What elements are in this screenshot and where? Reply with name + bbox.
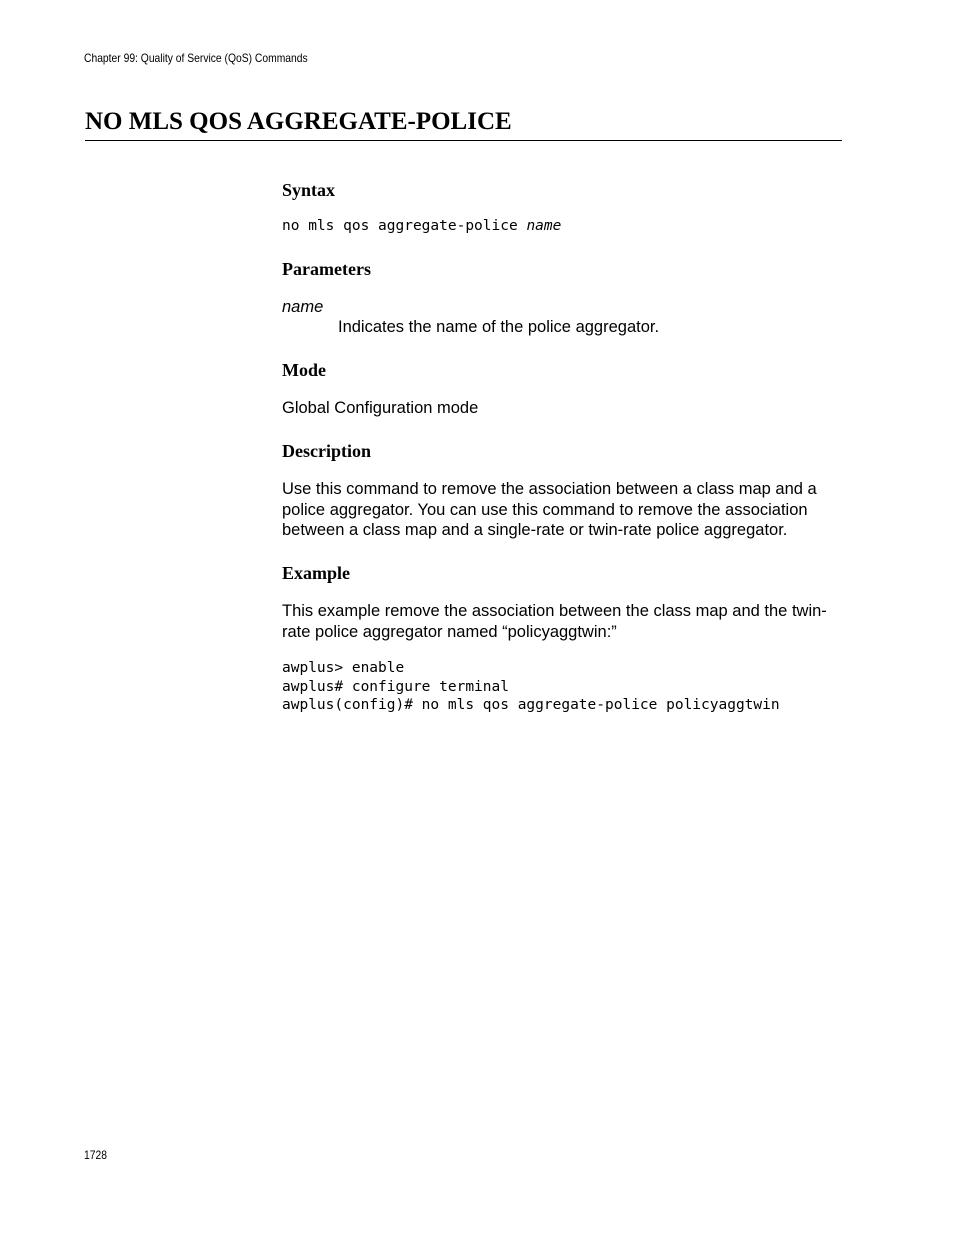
syntax-command: no mls qos aggregate-police	[282, 218, 527, 234]
example-code-block	[282, 659, 780, 715]
description-heading: Description	[282, 441, 371, 461]
code-line: awplus# configure terminal	[282, 678, 509, 695]
parameters-heading: Parameters	[282, 259, 371, 279]
code-line: awplus> enable	[282, 660, 405, 676]
mode-heading: Mode	[282, 360, 326, 380]
parameter-name: name	[282, 298, 324, 316]
page-title: NO MLS QOS AGGREGATE-POLICE	[85, 108, 512, 135]
parameter-description: Indicates the name of the police aggregator.	[338, 318, 660, 336]
title-rule	[85, 140, 842, 141]
example-heading: Example	[282, 563, 351, 583]
code-line: awplus(config)# no mls qos aggregate-police policyaggtwin	[282, 697, 780, 713]
syntax-heading: Syntax	[282, 180, 336, 200]
example-text: This example remove the association between the class map and the twin-rate police aggregator named “policyaggtwin:”	[282, 602, 827, 641]
syntax-line	[282, 217, 561, 236]
description-text: Use this command to remove the association between a class map and a police aggregator. You can use this command to remove the association between a class map and a single-rate or twin-rate police aggregator.	[282, 480, 817, 539]
syntax-argument: name	[526, 218, 562, 234]
mode-text: Global Configuration mode	[282, 399, 479, 417]
page-number: 1728	[84, 1148, 107, 1162]
running-header: Chapter 99: Quality of Service (QoS) Commands	[84, 51, 308, 65]
